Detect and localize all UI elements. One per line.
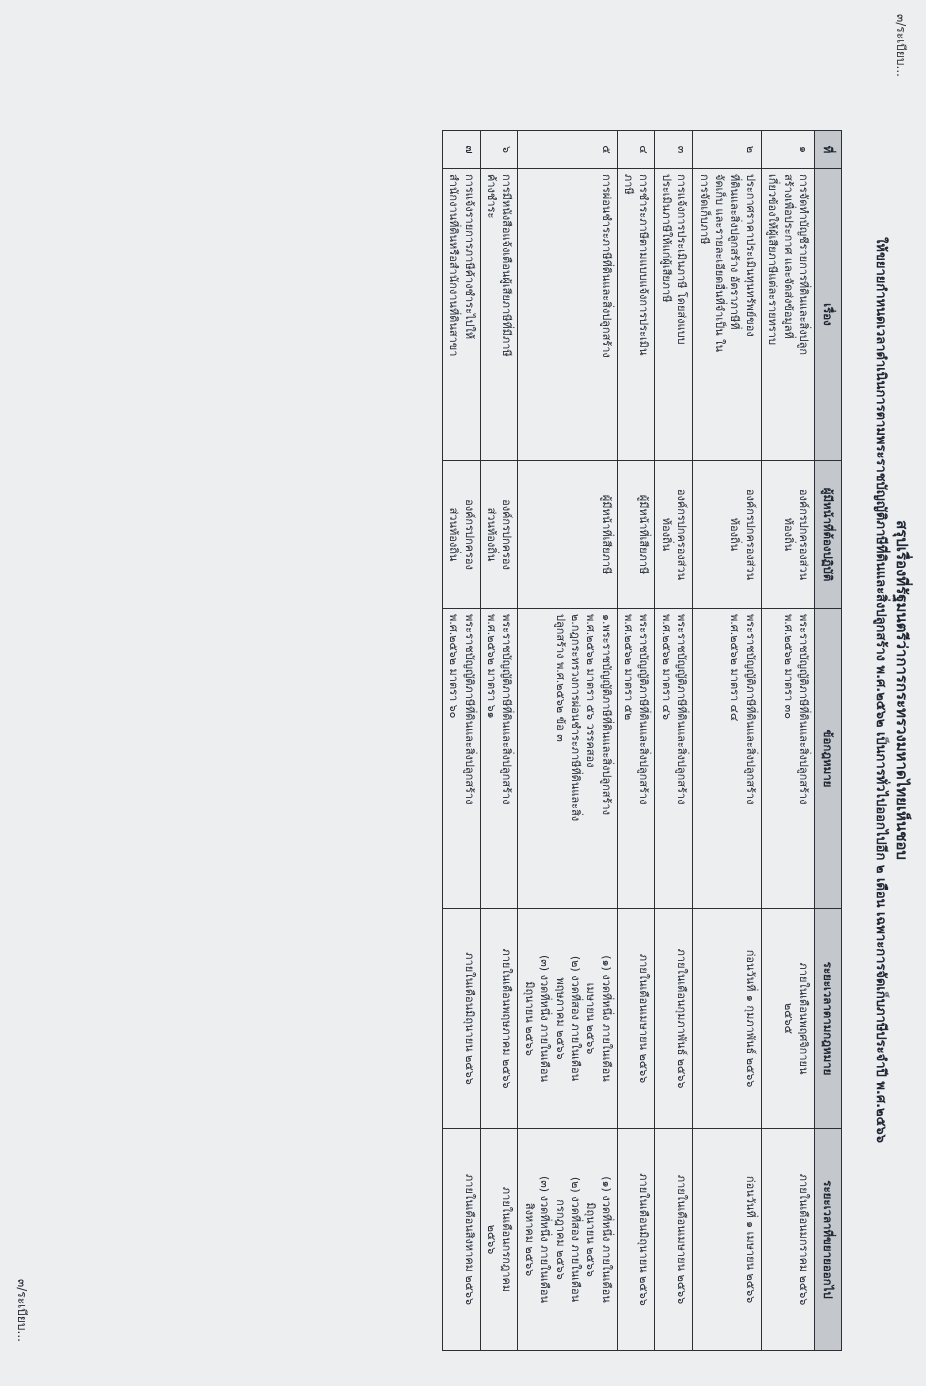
cell-line: ก่อนวันที่ ๑ กุมภาพันธ์ ๒๕๖๖ (743, 949, 757, 1088)
cell-line: สำนักงานที่ดินหรือสำนักงานที่ดินสาขา (447, 174, 461, 357)
table-row (655, 131, 693, 1351)
cell-line: ผู้มีหน้าที่เสียภาษี (637, 494, 651, 575)
cell-line: ประกาศราคาประเมินทุนทรัพย์ของ (743, 174, 757, 337)
cell-line: ท้องถิ่น (728, 517, 742, 552)
cell-law (761, 609, 814, 909)
cell-extended (655, 1129, 693, 1351)
cell-line: การชำระภาษีตามแบบแจ้งการประเมิน (637, 174, 651, 356)
cell-line: ประเมินภาษีให้แก่ผู้เสียภาษี (659, 174, 673, 303)
cell-line: องค์กรปกครองส่วน (743, 488, 757, 581)
cell-deadline (761, 909, 814, 1129)
cell-line: มิถุนายน ๒๕๖๖ (584, 1202, 598, 1277)
cell-no: ๕ (518, 131, 617, 169)
cell-line: ก่อนวันที่ ๑ เมษายน ๒๕๖๖ (743, 1175, 757, 1304)
cell-deadline (442, 909, 480, 1129)
cell-line: ๒.กฎกระทรวงการผ่อนชำระภาษีที่ดินและสิ่ง (568, 614, 582, 822)
cell-line: ภายในเดือนพฤษภาคม ๒๕๖๖ (500, 948, 514, 1089)
cell-line: พระราชบัญญัติภาษีที่ดินและสิ่งปลูกสร้าง (462, 614, 476, 805)
table-row (693, 131, 762, 1351)
cell-line: กรกฎาคม ๒๕๖๖ (553, 1199, 567, 1280)
cell-extended (480, 1129, 518, 1351)
cell-line: (๓) งวดที่หนึ่ง ภายในเดือน (538, 1176, 552, 1303)
table-row (761, 131, 814, 1351)
cell-extended (761, 1129, 814, 1351)
cell-line: ภายในเดือนมกราคม ๒๕๖๖ (797, 1173, 810, 1306)
cell-line: พ.ศ.๒๕๖๒ มาตรา ๔๔ (728, 614, 742, 722)
cell-extended (693, 1129, 762, 1351)
cell-no: ๒ (693, 131, 762, 169)
cell-line: การแจ้งรายการภาษีค้างชำระไปให้ (462, 174, 476, 340)
cell-deadline (617, 909, 655, 1129)
cell-extended (617, 1129, 655, 1351)
page-title: สรุปเรื่องที่รัฐมนตรีว่าการกระทรวงมหาดไทยเห็นชอบ (893, 520, 911, 860)
cell-subject (442, 169, 480, 461)
cell-subject (617, 169, 655, 461)
table-row (480, 131, 518, 1351)
cell-line: ภายในเดือนมิถุนายน ๒๕๖๖ (462, 952, 476, 1085)
cell-line: ค้างชำระ (484, 174, 498, 219)
page-subtitle: ให้ขยายกำหนดเวลาดำเนินการตามพระราชบัญญัติภาษีที่ดินและสิ่งปลูกสร้าง พ.ศ.๒๕๖๒ เป็นการทั่วไปออกไปอีก ๒ เดือน เฉพาะการจัดเก็บภาษีประจำปี พ.ศ.๒๕๖๖ (873, 237, 888, 1143)
cell-deadline (655, 909, 693, 1129)
cell-no: ๑ (761, 131, 814, 169)
summary-table (442, 130, 842, 1351)
cell-line: (๑) งวดที่หนึ่ง ภายในเดือน (599, 1176, 613, 1303)
cell-line: (๒) งวดที่สอง ภายในเดือน (568, 955, 582, 1082)
cell-law (480, 609, 518, 909)
cell-line: องค์กรปกครองส่วน (797, 488, 810, 581)
cell-line: องค์กรปกครองส่วน (675, 488, 689, 581)
cell-deadline (693, 909, 762, 1129)
cell-line: องค์กรปกครอง (500, 499, 514, 570)
cell-law (617, 609, 655, 909)
table-header-row (815, 131, 842, 1351)
cell-line: พ.ศ.๒๕๖๒ มาตรา ๔๖ (659, 614, 673, 720)
cell-line: พ.ศ.๒๕๖๒ มาตรา ๖๐ (447, 614, 461, 719)
cell-line: ภายในเดือนกุมภาพันธ์ ๒๕๖๖ (675, 948, 689, 1089)
page-number: ๓/ระเบียบ... (894, 14, 908, 77)
cell-line: (๓) งวดที่หนึ่ง ภายในเดือน (538, 955, 552, 1082)
header-deadline: ระยะเวลาตามกฎหมาย (815, 909, 842, 1129)
cell-line: ภายในเดือนเมษายน ๒๕๖๖ (675, 1174, 689, 1305)
cell-extended (442, 1129, 480, 1351)
cell-line: การผ่อนชำระภาษีที่ดินและสิ่งปลูกสร้าง (599, 174, 613, 358)
cell-line: ส่วนท้องถิ่น (484, 507, 498, 562)
cell-deadline (480, 909, 518, 1129)
cell-line: องค์กรปกครอง (462, 499, 476, 570)
cell-no: ๔ (617, 131, 655, 169)
cell-deadline (518, 909, 617, 1129)
cell-line: ผู้มีหน้าที่เสียภาษี (599, 494, 613, 575)
cell-extended (518, 1129, 617, 1351)
cell-law (655, 609, 693, 909)
cell-line: ๒๕๖๖ (484, 1224, 498, 1255)
cell-line: ปลูกสร้าง พ.ศ.๒๕๖๒ ข้อ ๓ (553, 614, 567, 742)
header-extended: ระยะเวลาที่ขยายออกไป (815, 1129, 842, 1351)
table-row (442, 131, 480, 1351)
cell-no: ๓ (655, 131, 693, 169)
cell-line: (๒) งวดที่สอง ภายในเดือน (568, 1176, 582, 1303)
cell-line: สิงหาคม ๒๕๖๖ (522, 1202, 536, 1277)
table-row (617, 131, 655, 1351)
cell-law (693, 609, 762, 909)
cell-subject (518, 169, 617, 461)
cell-line: เมษายน ๒๕๖๖ (584, 982, 598, 1055)
cell-no: ๖ (480, 131, 518, 169)
cell-line: ภายในเดือนมิถุนายน ๒๕๖๖ (637, 1173, 651, 1306)
cell-line: การจัดทำบัญชีรายการที่ดินและสิ่งปลูก (797, 174, 810, 355)
cell-subject (655, 169, 693, 461)
header-no: ที่ (815, 131, 842, 169)
cell-line: พระราชบัญญัติภาษีที่ดินและสิ่งปลูกสร้าง (637, 614, 651, 805)
cell-line: การมีหนังสือแจ้งเตือนผู้เสียภาษีที่มีภาษี (500, 174, 514, 357)
cell-line: พ.ศ.๒๕๖๒ มาตรา ๖๑ (484, 614, 498, 719)
cell-responsible (442, 461, 480, 609)
page-footer: ๓/ระเบียบ... (15, 1279, 29, 1342)
cell-line: พ.ศ.๒๕๖๒ มาตรา ๕๒ (622, 614, 636, 721)
cell-line: ๑.พระราชบัญญัติภาษีที่ดินและสิ่งปลูกสร้าง (599, 614, 613, 815)
cell-line: ภายในเดือนพฤศจิกายน (797, 962, 810, 1075)
cell-law (442, 609, 480, 909)
cell-line: ๒๕๖๕ (781, 1003, 795, 1034)
cell-line: การแจ้งการประเมินภาษี โดยส่งแบบ (675, 174, 689, 345)
cell-line: มิถุนายน ๒๕๖๖ (522, 981, 536, 1056)
cell-line: พระราชบัญญัติภาษีที่ดินและสิ่งปลูกสร้าง (743, 614, 757, 805)
cell-line: ภายในเดือนเมษายน ๒๕๖๖ (637, 953, 651, 1084)
cell-line: พ.ศ.๒๕๖๒ มาตรา ๕๖ วรรคสอง (584, 614, 598, 768)
cell-line: (๑) งวดที่หนึ่ง ภายในเดือน (599, 955, 613, 1082)
cell-line: เกี่ยวข้องให้ผู้เสียภาษีแต่ละรายทราบ (766, 174, 780, 345)
cell-line: จัดเก็บ และรายละเอียดอื่นที่จำเป็น ใน (713, 174, 727, 353)
cell-responsible (693, 461, 762, 609)
cell-line: ภายในเดือนสิงหาคม ๒๕๖๖ (462, 1174, 476, 1305)
header-law: ข้อกฎหมาย (815, 609, 842, 909)
table-body (442, 131, 814, 1351)
table-row (518, 131, 617, 1351)
cell-line: ที่ดินและสิ่งปลูกสร้าง อัตราภาษีที่ (728, 174, 742, 330)
header-responsible: ผู้มีหน้าที่ต้องปฏิบัติ (815, 461, 842, 609)
cell-line: พระราชบัญญัติภาษีที่ดินและสิ่งปลูกสร้าง (500, 614, 514, 805)
cell-line: การจัดเก็บภาษี (697, 174, 711, 245)
cell-line: ท้องถิ่น (781, 517, 795, 552)
cell-no: ๗ (442, 131, 480, 169)
cell-line: ภายในเดือนกรกฎาคม (500, 1186, 514, 1293)
cell-subject (761, 169, 814, 461)
cell-line: พ.ศ.๒๕๖๒ มาตรา ๓๐ (781, 614, 795, 719)
cell-line: พระราชบัญญัติภาษีที่ดินและสิ่งปลูกสร้าง (797, 614, 810, 805)
cell-line: พระราชบัญญัติภาษีที่ดินและสิ่งปลูกสร้าง (675, 614, 689, 805)
header-subject: เรื่อง (815, 169, 842, 461)
cell-line: สร้างเพื่อประกาศ และจัดส่งข้อมูลที่ (781, 174, 795, 339)
cell-line: ภาษี (622, 174, 636, 195)
cell-subject (693, 169, 762, 461)
cell-line: ท้องถิ่น (659, 517, 673, 552)
cell-responsible (655, 461, 693, 609)
cell-responsible (617, 461, 655, 609)
cell-line: พฤษภาคม ๒๕๖๖ (553, 977, 567, 1060)
cell-line: ส่วนท้องถิ่น (447, 507, 461, 562)
cell-responsible (480, 461, 518, 609)
cell-responsible (761, 461, 814, 609)
cell-law (518, 609, 617, 909)
cell-responsible (518, 461, 617, 609)
cell-subject (480, 169, 518, 461)
